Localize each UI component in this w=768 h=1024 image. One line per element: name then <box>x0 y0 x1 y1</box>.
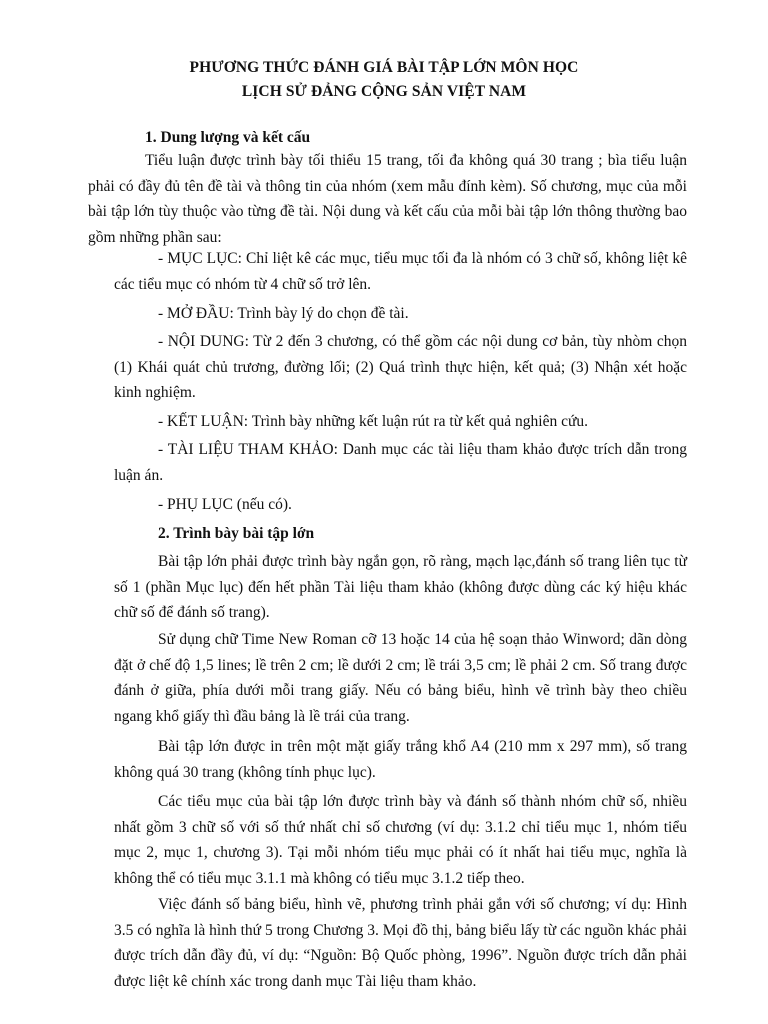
document-title-line-2: LỊCH SỬ ĐẢNG CỘNG SẢN VIỆT NAM <box>241 83 527 100</box>
section-1-item-mo-dau: - MỞ ĐẦU: Trình bày lý do chọn đề tài. <box>158 305 409 322</box>
section-1-item-muc-luc: - MỤC LỤC: Chỉ liệt kê các mục, tiểu mục tối đa là nhóm có 3 chữ số, không liệt kê các tiểu mục có nhóm từ 4 chữ số trở lên. <box>114 250 687 293</box>
section-1-heading: 1. Dung lượng và kết cấu <box>145 129 311 146</box>
section-2-paragraph-1: Bài tập lớn phải được trình bày ngắn gọn, rõ ràng, mạch lạc,đánh số trang liên tục từ số 1 (phần Mục lục) đến hết phần Tài liệu tham khảo (không được dùng các ký hiệu khác chữ số để đánh số trang). <box>114 553 687 621</box>
section-2-paragraph-4: Các tiểu mục của bài tập lớn được trình bày và đánh số thành nhóm chữ số, nhiều nhất gồm 3 chữ số với số thứ nhất chỉ số chương (ví dụ: 3.1.2 chỉ tiểu mục 1, nhóm tiểu mục 2, mục 1, chương 3). Tại mỗi nhóm tiểu mục phải có ít nhất hai tiểu mục, nghĩa là không thể có tiểu mục 3.1.1 mà không có tiểu mục 3.1.2 tiếp theo. <box>114 793 687 887</box>
section-2-heading: 2. Trình bày bài tập lớn <box>158 525 315 542</box>
section-1-item-noi-dung: - NỘI DUNG: Từ 2 đến 3 chương, có thể gồm các nội dung cơ bản, tùy nhòm chọn (1) Khái quát chủ trương, đường lối; (2) Quá trình thực hiện, kết quả; (3) Nhận xét hoặc kinh nghiệm. <box>114 333 687 401</box>
section-2-paragraph-5: Việc đánh số bảng biểu, hình vẽ, phương trình phải gắn với số chương; ví dụ: Hình 3.5 có nghĩa là hình thứ 5 trong Chương 3. Mọi đồ thị, bảng biểu lấy từ các nguồn khác phải được trích dẫn đầy đủ, ví dụ: “Nguồn: Bộ Quốc phòng, 1996”. Nguồn được trích dẫn phải được liệt kê chính xác trong danh mục Tài liệu tham khảo. <box>114 896 687 990</box>
section-2-paragraph-2: Sử dụng chữ Time New Roman cỡ 13 hoặc 14 của hệ soạn thảo Winword; dãn dòng đặt ở chế độ 1,5 lines; lề trên 2 cm; lề dưới 2 cm; lề trái 3,5 cm; lề phải 2 cm. Số trang được đánh ở giữa, phía dưới mỗi trang giấy. Nếu có bảng biểu, hình vẽ trình bày theo chiều ngang khổ giấy thì đầu bảng là lề trái của trang. <box>114 631 687 725</box>
section-1-intro-paragraph: Tiểu luận được trình bày tối thiểu 15 trang, tối đa không quá 30 trang ; bìa tiểu luận phải có đầy đủ tên đề tài và thông tin của nhóm (xem mẫu đính kèm). Số chương, mục của mỗi bài tập lớn tùy thuộc vào từng đề tài. Nội dung và kết cấu của mỗi bài tập lớn thông thường bao gồm những phần sau: <box>88 152 687 246</box>
section-1-item-tai-lieu-tham-khao: - TÀI LIỆU THAM KHẢO: Danh mục các tài liệu tham khảo được trích dẫn trong luận án. <box>114 441 687 484</box>
section-1-item-ket-luan: - KẾT LUẬN: Trình bày những kết luận rút ra từ kết quả nghiên cứu. <box>158 413 589 430</box>
document-title-line-1: PHƯƠNG THỨC ĐÁNH GIÁ BÀI TẬP LỚN MÔN HỌC <box>189 59 579 76</box>
section-2-paragraph-3: Bài tập lớn được in trên một mặt giấy trắng khổ A4 (210 mm x 297 mm), số trang không quá 30 trang (không tính phục lục). <box>114 738 687 781</box>
section-1-item-phu-luc: - PHỤ LỤC (nếu có). <box>158 496 292 513</box>
